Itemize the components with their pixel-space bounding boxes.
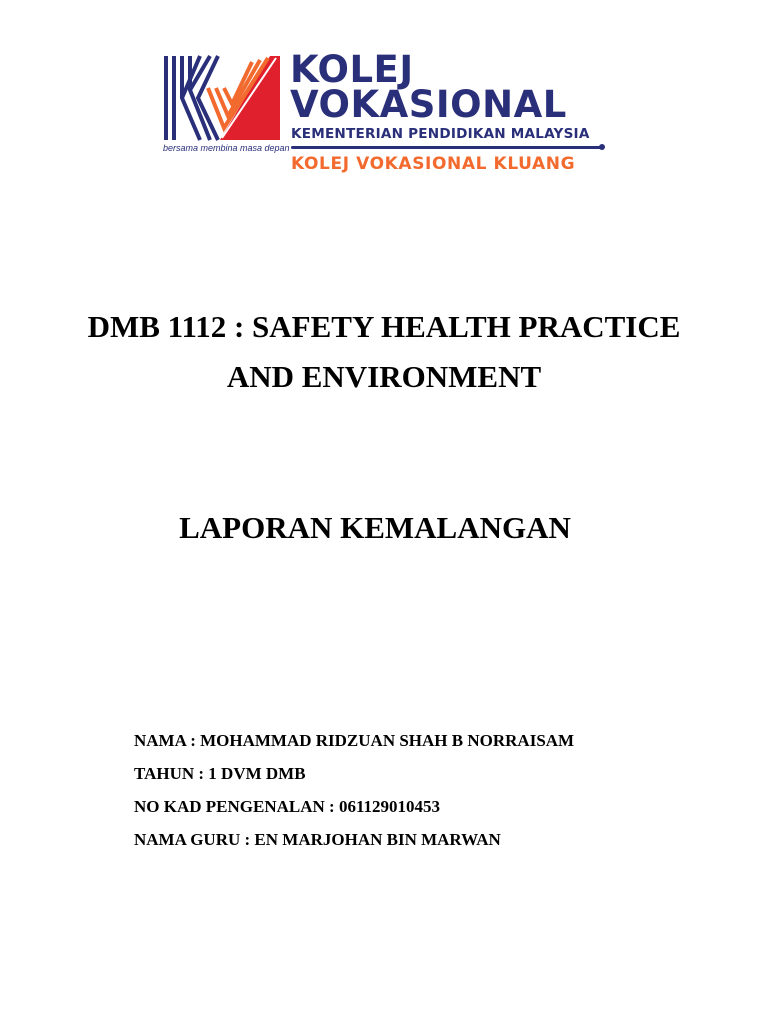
logo-name-line1: KOLEJ bbox=[290, 48, 414, 91]
detail-ic-number: NO KAD PENGENALAN : 061129010453 bbox=[134, 797, 441, 816]
course-title-line1: DMB 1112 : SAFETY HEALTH PRACTICE bbox=[87, 309, 681, 344]
student-details bbox=[134, 730, 694, 862]
logo-tagline: bersama membina masa depan bbox=[163, 143, 290, 153]
logo-college-name: KOLEJ VOKASIONAL KLUANG bbox=[291, 154, 576, 174]
logo-name-line2: VOKASIONAL bbox=[290, 83, 567, 126]
detail-year: TAHUN : 1 DVM DMB bbox=[134, 764, 306, 783]
logo-ministry: KEMENTERIAN PENDIDIKAN MALAYSIA bbox=[291, 126, 590, 142]
detail-teacher: NAMA GURU : EN MARJOHAN BIN MARWAN bbox=[134, 830, 501, 849]
logo-divider bbox=[291, 146, 601, 149]
course-title-line2: AND ENVIRONMENT bbox=[226, 359, 542, 394]
kv-logo-mark-icon bbox=[160, 48, 286, 148]
report-title: LAPORAN KEMALANGAN bbox=[179, 510, 571, 545]
course-title bbox=[0, 302, 768, 402]
college-logo bbox=[160, 48, 610, 188]
detail-name: NAMA : MOHAMMAD RIDZUAN SHAH B NORRAISAM bbox=[134, 731, 575, 750]
